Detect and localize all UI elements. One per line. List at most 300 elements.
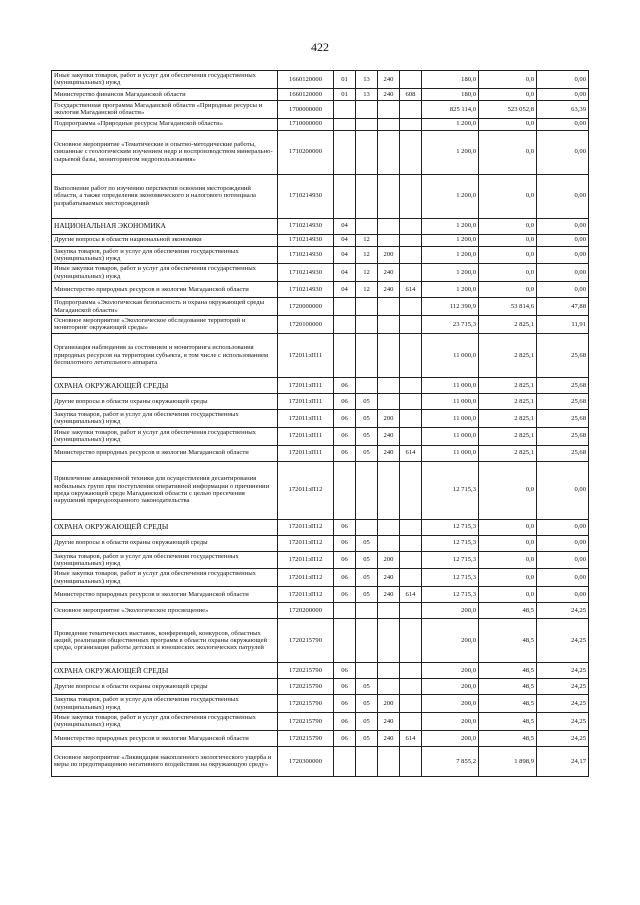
cell-approved-amount: 112 390,9 [422,298,479,316]
cell-execution-percent: 0,00 [537,88,589,100]
cell-approved-amount: 12 715,3 [422,587,479,603]
cell-section: 06 [334,393,356,409]
cell-approved-amount: 7 855,2 [422,746,479,776]
cell-administrator [400,569,422,587]
cell-section: 06 [334,712,356,730]
cell-administrator [400,663,422,679]
cell-executed-amount: 0,0 [479,234,537,246]
cell-expense-type [378,234,400,246]
cell-approved-amount: 11 000,0 [422,445,479,461]
cell-approved-amount: 11 000,0 [422,333,479,377]
cell-description: Организация наблюдения за состоянием и мониторинга использования природных ресурсов на территории субъекта, в том числе с использованием беспилотного летательного аппарата [52,333,278,377]
cell-approved-amount: 11 000,0 [422,377,479,393]
cell-description: Другие вопросы в области охраны окружающей среды [52,535,278,551]
cell-subsection: 05 [356,569,378,587]
cell-section [334,174,356,218]
cell-target-code: 1710214930 [278,246,334,264]
cell-administrator [400,519,422,535]
cell-executed-amount: 53 814,6 [479,298,537,316]
table-row [52,445,589,461]
cell-description: Проведение тематических выставок, конференций, конкурсов, областных акций, реализация общественных программ в области охраны окружающей среды, организация работы детских и юношеских экологических патрулей [52,619,278,663]
cell-section [334,746,356,776]
cell-description: НАЦИОНАЛЬНАЯ ЭКОНОМИКА [52,218,278,234]
cell-approved-amount: 11 000,0 [422,409,479,427]
cell-description: Министерство природных ресурсов и экологии Магаданской области [52,282,278,298]
cell-description: ОХРАНА ОКРУЖАЮЩЕЙ СРЕДЫ [52,663,278,679]
cell-administrator [400,393,422,409]
cell-subsection: 12 [356,264,378,282]
cell-subsection [356,118,378,130]
cell-subsection: 05 [356,427,378,445]
cell-expense-type [378,118,400,130]
table-row [52,174,589,218]
cell-section: 06 [334,409,356,427]
cell-administrator [400,100,422,118]
cell-section [334,619,356,663]
cell-expense-type [378,218,400,234]
table-row [52,427,589,445]
cell-executed-amount: 0,0 [479,71,537,89]
cell-subsection [356,333,378,377]
cell-subsection [356,174,378,218]
cell-execution-percent: 0,00 [537,551,589,569]
cell-expense-type: 240 [378,569,400,587]
table-row [52,663,589,679]
cell-description: Иные закупки товаров, работ и услуг для обеспечения государственных (муниципальных) нужд [52,71,278,89]
cell-executed-amount: 2 825,1 [479,316,537,334]
cell-section [334,100,356,118]
cell-target-code: 172011ͻП12 [278,587,334,603]
cell-target-code: 1720215790 [278,663,334,679]
cell-executed-amount: 0,0 [479,587,537,603]
cell-section [334,298,356,316]
cell-subsection [356,663,378,679]
cell-approved-amount: 200,0 [422,603,479,619]
table-row [52,130,589,174]
cell-target-code: 1720215790 [278,712,334,730]
cell-section [334,603,356,619]
cell-executed-amount: 48,5 [479,712,537,730]
cell-section: 06 [334,695,356,713]
cell-subsection: 05 [356,695,378,713]
cell-description: Основное мероприятие «Экологическое обследование территорий и мониторинг окружающей среды» [52,316,278,334]
table-row [52,603,589,619]
cell-subsection: 05 [356,445,378,461]
cell-section [334,130,356,174]
table-row [52,393,589,409]
cell-execution-percent: 24,25 [537,695,589,713]
cell-expense-type: 200 [378,551,400,569]
cell-execution-percent: 0,00 [537,174,589,218]
cell-execution-percent: 25,68 [537,377,589,393]
cell-expense-type [378,174,400,218]
cell-description: Закупка товаров, работ и услуг для обеспечения государственных (муниципальных) нужд [52,551,278,569]
cell-executed-amount: 0,0 [479,218,537,234]
cell-subsection [356,603,378,619]
table-row [52,730,589,746]
cell-target-code: 172011ͻП11 [278,427,334,445]
cell-target-code: 172011ͻП12 [278,535,334,551]
cell-executed-amount: 0,0 [479,519,537,535]
cell-administrator [400,535,422,551]
table-row [52,551,589,569]
cell-expense-type [378,461,400,519]
table-row [52,316,589,334]
cell-administrator [400,130,422,174]
cell-administrator [400,377,422,393]
cell-administrator [400,264,422,282]
cell-subsection: 05 [356,535,378,551]
cell-target-code: 1700000000 [278,100,334,118]
cell-approved-amount: 200,0 [422,695,479,713]
cell-description: Государственная программа Магаданской области «Природные ресурсы и экология Магаданской области» [52,100,278,118]
cell-execution-percent: 24,25 [537,679,589,695]
cell-subsection: 05 [356,551,378,569]
cell-execution-percent: 0,00 [537,519,589,535]
cell-target-code: 1710214930 [278,282,334,298]
cell-description: ОХРАНА ОКРУЖАЮЩЕЙ СРЕДЫ [52,519,278,535]
cell-administrator [400,409,422,427]
cell-target-code: 1710200000 [278,130,334,174]
cell-approved-amount: 11 000,0 [422,427,479,445]
cell-target-code: 172011ͻП11 [278,409,334,427]
cell-expense-type: 200 [378,695,400,713]
cell-administrator [400,551,422,569]
cell-administrator [400,695,422,713]
cell-expense-type [378,393,400,409]
table-row [52,333,589,377]
cell-administrator [400,316,422,334]
cell-executed-amount: 0,0 [479,264,537,282]
cell-executed-amount: 0,0 [479,174,537,218]
cell-executed-amount: 2 825,1 [479,377,537,393]
cell-execution-percent: 24,25 [537,712,589,730]
cell-administrator [400,461,422,519]
cell-approved-amount: 1 200,0 [422,174,479,218]
cell-expense-type: 240 [378,264,400,282]
table-row [52,118,589,130]
cell-subsection: 05 [356,730,378,746]
cell-expense-type [378,746,400,776]
cell-description: Привлечение авиационной техники для осуществления десантирования мобильных групп при поступлении оперативной информации о причинении вреда окружающей среде Магаданской области с целью пресечения нарушений природоохранного законодательства [52,461,278,519]
table-row [52,461,589,519]
table-row [52,71,589,89]
cell-execution-percent: 0,00 [537,218,589,234]
cell-approved-amount: 12 715,3 [422,519,479,535]
cell-description: Основное мероприятие «Тематические и опытно-методические работы, связанные с геологическим изучением недр и воспроизводством минерально-сырьевой базы, мониторингом недропользования» [52,130,278,174]
table-row [52,234,589,246]
cell-section: 06 [334,587,356,603]
cell-administrator [400,712,422,730]
cell-approved-amount: 200,0 [422,730,479,746]
cell-execution-percent: 0,00 [537,461,589,519]
table-row [52,712,589,730]
cell-target-code: 1660120000 [278,71,334,89]
cell-expense-type [378,316,400,334]
cell-section [334,118,356,130]
cell-expense-type: 240 [378,71,400,89]
cell-expense-type: 240 [378,427,400,445]
table-row [52,746,589,776]
table-row [52,88,589,100]
cell-description: Другие вопросы в области охраны окружающей среды [52,679,278,695]
cell-execution-percent: 0,00 [537,246,589,264]
table-row [52,619,589,663]
cell-administrator [400,603,422,619]
cell-approved-amount: 1 200,0 [422,218,479,234]
cell-description: Министерство финансов Магаданской области [52,88,278,100]
table-row [52,679,589,695]
cell-executed-amount: 0,0 [479,461,537,519]
cell-section: 06 [334,535,356,551]
cell-execution-percent: 25,68 [537,333,589,377]
table-row [52,695,589,713]
cell-expense-type: 240 [378,712,400,730]
cell-administrator [400,174,422,218]
cell-expense-type [378,333,400,377]
cell-section: 06 [334,377,356,393]
table-row [52,100,589,118]
cell-expense-type [378,603,400,619]
cell-expense-type: 240 [378,88,400,100]
cell-subsection [356,519,378,535]
cell-execution-percent: 0,00 [537,264,589,282]
cell-execution-percent: 24,25 [537,730,589,746]
cell-target-code: 1720215790 [278,695,334,713]
cell-description: Другие вопросы в области национальной экономики [52,234,278,246]
table-row [52,409,589,427]
cell-target-code: 1710000000 [278,118,334,130]
cell-execution-percent: 25,68 [537,445,589,461]
cell-executed-amount: 48,5 [479,619,537,663]
cell-approved-amount: 1 200,0 [422,282,479,298]
cell-target-code: 1720300000 [278,746,334,776]
cell-approved-amount: 200,0 [422,679,479,695]
cell-description: Иные закупки товаров, работ и услуг для обеспечения государственных (муниципальных) нужд [52,712,278,730]
cell-expense-type [378,535,400,551]
cell-section: 06 [334,730,356,746]
cell-execution-percent: 11,91 [537,316,589,334]
table-row [52,246,589,264]
budget-table [51,70,589,777]
cell-approved-amount: 1 200,0 [422,234,479,246]
cell-description: Министерство природных ресурсов и экологии Магаданской области [52,730,278,746]
cell-target-code: 1720215790 [278,619,334,663]
page-number: 422 [311,40,329,54]
cell-execution-percent: 24,25 [537,603,589,619]
cell-executed-amount: 0,0 [479,282,537,298]
cell-executed-amount: 48,5 [479,679,537,695]
cell-approved-amount: 12 715,3 [422,535,479,551]
cell-execution-percent: 47,88 [537,298,589,316]
cell-target-code: 172011ͻП12 [278,569,334,587]
cell-target-code: 1720000000 [278,298,334,316]
cell-execution-percent: 63,39 [537,100,589,118]
cell-target-code: 172011ͻП11 [278,445,334,461]
cell-description: Другие вопросы в области охраны окружающей среды [52,393,278,409]
cell-execution-percent: 0,00 [537,587,589,603]
cell-expense-type [378,663,400,679]
cell-target-code: 1710214930 [278,264,334,282]
cell-executed-amount: 2 825,1 [479,393,537,409]
cell-approved-amount: 12 715,3 [422,461,479,519]
table-row [52,264,589,282]
cell-target-code: 172011ͻП11 [278,393,334,409]
cell-description: Министерство природных ресурсов и экологии Магаданской области [52,587,278,603]
cell-administrator [400,218,422,234]
cell-executed-amount: 2 825,1 [479,445,537,461]
cell-target-code: 172011ͻП11 [278,333,334,377]
cell-description: Подпрограмма «Природные ресурсы Магаданской области» [52,118,278,130]
cell-subsection: 13 [356,71,378,89]
cell-subsection: 12 [356,234,378,246]
cell-execution-percent: 24,25 [537,619,589,663]
table-body [52,71,589,777]
cell-section: 04 [334,264,356,282]
cell-section [334,316,356,334]
cell-subsection: 05 [356,679,378,695]
cell-administrator: 608 [400,88,422,100]
cell-execution-percent: 24,17 [537,746,589,776]
cell-target-code: 1720215790 [278,730,334,746]
cell-subsection [356,619,378,663]
cell-execution-percent: 0,00 [537,282,589,298]
cell-execution-percent: 24,25 [537,663,589,679]
cell-executed-amount: 0,0 [479,118,537,130]
cell-subsection: 05 [356,393,378,409]
cell-executed-amount: 0,0 [479,569,537,587]
cell-section [334,333,356,377]
cell-executed-amount: 1 898,9 [479,746,537,776]
cell-approved-amount: 180,0 [422,71,479,89]
cell-section: 06 [334,519,356,535]
cell-section: 06 [334,679,356,695]
cell-section: 06 [334,427,356,445]
cell-administrator: 614 [400,282,422,298]
cell-approved-amount: 200,0 [422,712,479,730]
cell-administrator: 614 [400,445,422,461]
cell-section: 04 [334,218,356,234]
cell-subsection [356,377,378,393]
cell-approved-amount: 1 200,0 [422,246,479,264]
cell-administrator: 614 [400,587,422,603]
cell-target-code: 1660120000 [278,88,334,100]
cell-administrator [400,246,422,264]
table-row [52,282,589,298]
cell-target-code: 1710214930 [278,218,334,234]
cell-description: ОХРАНА ОКРУЖАЮЩЕЙ СРЕДЫ [52,377,278,393]
cell-executed-amount: 523 052,8 [479,100,537,118]
cell-description: Подпрограмма «Экологическая безопасность и охрана окружающей среды Магаданской области» [52,298,278,316]
cell-subsection: 05 [356,712,378,730]
cell-subsection: 13 [356,88,378,100]
cell-expense-type: 240 [378,587,400,603]
cell-administrator [400,746,422,776]
cell-target-code: 1720200000 [278,603,334,619]
cell-executed-amount: 48,5 [479,695,537,713]
cell-description: Иные закупки товаров, работ и услуг для обеспечения государственных (муниципальных) нужд [52,264,278,282]
cell-subsection [356,298,378,316]
cell-expense-type [378,519,400,535]
table-row [52,535,589,551]
cell-administrator [400,298,422,316]
cell-execution-percent: 25,68 [537,427,589,445]
cell-description: Министерство природных ресурсов и экологии Магаданской области [52,445,278,461]
table-row [52,377,589,393]
cell-executed-amount: 0,0 [479,246,537,264]
cell-description: Основное мероприятие «Ликвидация накопленного экологического ущерба и меры по предотвращению негативного воздействия на окружающую среду» [52,746,278,776]
cell-section: 04 [334,234,356,246]
table-row [52,587,589,603]
cell-administrator [400,333,422,377]
cell-expense-type: 200 [378,246,400,264]
cell-section: 04 [334,246,356,264]
cell-section: 06 [334,569,356,587]
cell-expense-type: 240 [378,730,400,746]
cell-description: Иные закупки товаров, работ и услуг для обеспечения государственных (муниципальных) нужд [52,427,278,445]
cell-expense-type [378,619,400,663]
cell-description: Закупка товаров, работ и услуг для обеспечения государственных (муниципальных) нужд [52,409,278,427]
cell-executed-amount: 0,0 [479,535,537,551]
cell-approved-amount: 1 200,0 [422,130,479,174]
cell-subsection: 05 [356,409,378,427]
cell-description: Закупка товаров, работ и услуг для обеспечения государственных (муниципальных) нужд [52,695,278,713]
cell-executed-amount: 2 825,1 [479,427,537,445]
cell-execution-percent: 0,00 [537,569,589,587]
cell-subsection: 12 [356,282,378,298]
cell-subsection: 12 [356,246,378,264]
cell-expense-type [378,377,400,393]
cell-execution-percent: 0,00 [537,535,589,551]
cell-approved-amount: 825 114,0 [422,100,479,118]
cell-target-code: 1720215790 [278,679,334,695]
cell-section: 01 [334,88,356,100]
table-row [52,569,589,587]
cell-expense-type [378,298,400,316]
cell-approved-amount: 12 715,3 [422,551,479,569]
cell-approved-amount: 200,0 [422,619,479,663]
cell-expense-type: 240 [378,282,400,298]
cell-subsection [356,218,378,234]
cell-expense-type [378,130,400,174]
cell-expense-type: 200 [378,409,400,427]
cell-executed-amount: 0,0 [479,551,537,569]
cell-target-code: 1710214930 [278,234,334,246]
cell-approved-amount: 200,0 [422,663,479,679]
cell-executed-amount: 0,0 [479,88,537,100]
table-row [52,218,589,234]
cell-administrator [400,234,422,246]
cell-section: 06 [334,551,356,569]
cell-administrator: 614 [400,730,422,746]
cell-execution-percent: 0,00 [537,234,589,246]
cell-target-code: 172011ͻП12 [278,551,334,569]
cell-approved-amount: 12 715,3 [422,569,479,587]
cell-administrator [400,118,422,130]
cell-subsection [356,746,378,776]
cell-administrator [400,619,422,663]
cell-section: 04 [334,282,356,298]
cell-description: Иные закупки товаров, работ и услуг для обеспечения государственных (муниципальных) нужд [52,569,278,587]
cell-expense-type [378,100,400,118]
cell-approved-amount: 180,0 [422,88,479,100]
cell-expense-type [378,679,400,695]
cell-executed-amount: 48,5 [479,663,537,679]
cell-expense-type: 240 [378,445,400,461]
cell-execution-percent: 25,68 [537,393,589,409]
cell-approved-amount: 23 715,3 [422,316,479,334]
cell-administrator [400,427,422,445]
